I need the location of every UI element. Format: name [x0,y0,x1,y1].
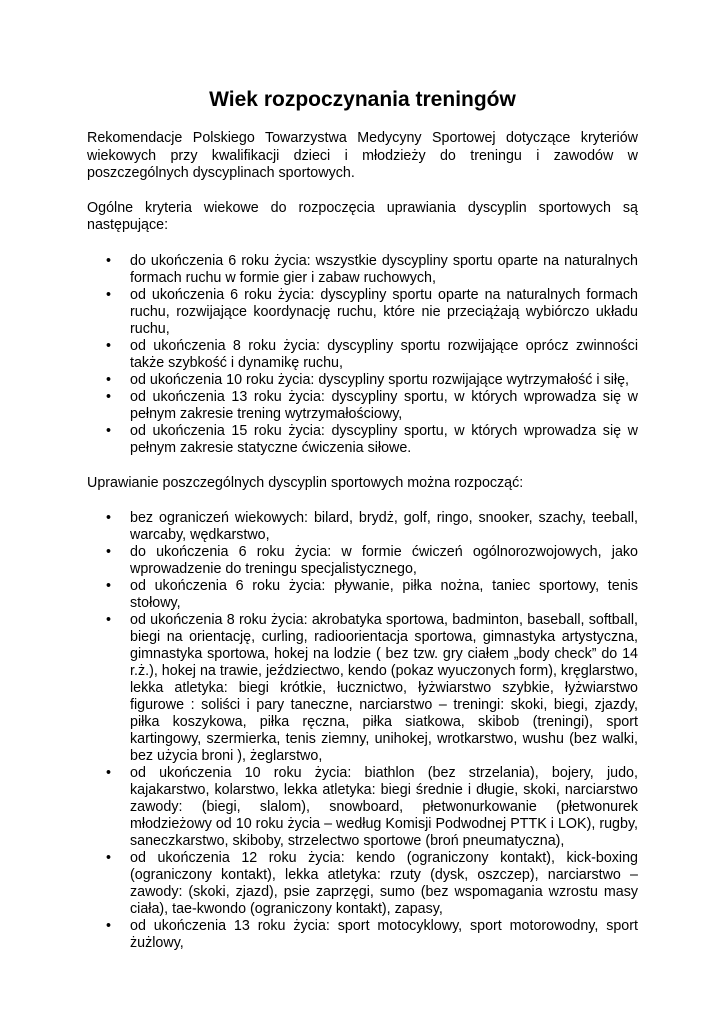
bullet-icon: • [106,765,112,781]
list-item-text: od ukończenia 10 roku życia: dyscypliny sportu rozwijające wytrzymałość i siłę, [130,371,630,388]
bullet-icon: • [106,337,112,354]
bullet-icon: • [106,371,112,388]
bullet-icon: • [106,510,112,526]
list-item-text: od ukończenia 13 roku życia: dyscypliny sportu, w których wprowadza się w pełnym zakresie trening wytrzymałościowy, [130,388,638,422]
bullet-icon: • [106,850,112,866]
bullet-icon: • [106,252,112,269]
list-item [87,578,638,612]
disciplines-intro: Uprawianie poszczególnych dyscyplin sportowych można rozpocząć: [87,474,524,491]
intro-paragraph: Rekomendacje Polskiego Towarzystwa Medycyny Sportowej dotyczące kryteriów wiekowych przy kwalifikacji dzieci i młodzieży do treningu i zawodów w poszczególnych dyscyplinach sportowych. [87,130,638,181]
disciplines-list [87,510,638,952]
general-criteria-list [87,253,638,457]
bullet-icon: • [106,388,112,405]
list-item [87,423,638,457]
list-item-text: do ukończenia 6 roku życia: wszystkie dyscypliny sportu oparte na naturalnych formach ruchu w formie gier i zabaw ruchowych, [130,252,638,286]
list-item-text: do ukończenia 6 roku życia: w formie ćwiczeń ogólnorozwojowych, jako wprowadzenie do treningu specjalistycznego, [130,544,638,577]
list-item-text: od ukończenia 6 roku życia: pływanie, piłka nożna, taniec sportowy, tenis stołowy, [130,578,638,611]
list-item [87,253,638,287]
bullet-icon: • [106,578,112,594]
list-item [87,612,638,765]
bullet-icon: • [106,286,112,303]
document-page [87,86,638,952]
list-item-text: od ukończenia 6 roku życia: dyscypliny sportu oparte na naturalnych formach ruchu, rozwijające koordynację ruchu, które nie przeciążają wybiórczo układu ruchu, [130,286,638,337]
list-item [87,918,638,952]
list-item [87,544,638,578]
page-title: Wiek rozpoczynania treningów [209,88,516,111]
list-item-text: od ukończenia 8 roku życia: dyscypliny sportu rozwijające oprócz zwinności także szybkość i dynamikę ruchu, [130,337,638,371]
list-item [87,372,638,389]
bullet-icon: • [106,918,112,934]
list-item-text: od ukończenia 15 roku życia: dyscypliny sportu, w których wprowadza się w pełnym zakresie statyczne ćwiczenia siłowe. [130,422,638,456]
list-item [87,510,638,544]
list-item-text: od ukończenia 12 roku życia: kendo (ograniczony kontakt), kick-boxing (ograniczony kontakt), lekka atletyka: rzuty (dysk, oszczep), narciarstwo – zawody: (skoki, zjazd), psie zaprzęgi, sumo (bez wspomagania wzrostu masy ciała), tae-kwondo (ograniczony kontakt), zapasy, [130,850,638,917]
list-item-text: od ukończenia 10 roku życia: biathlon (bez strzelania), bojery, judo, kajakarstwo, kolarstwo, lekka atletyka: biegi średnie i długie, skoki, narciarstwo zawody: (biegi, slalom), snowboard, płetwonurkowanie (płetwonurek młodzieżowy od 10 roku życia – według Komisji Podwodnej PTTK i LOK), rugby, saneczkarstwo, skiboby, strzelectwo sportowe (broń pneumatyczna), [130,765,638,849]
list-item-text: od ukończenia 13 roku życia: sport motocyklowy, sport motorowodny, sport żużlowy, [130,918,638,951]
list-item [87,287,638,338]
list-item [87,850,638,918]
bullet-icon: • [106,422,112,439]
list-item [87,765,638,850]
list-item [87,338,638,372]
list-item-text: bez ograniczeń wiekowych: bilard, brydż, golf, ringo, snooker, szachy, teeball, warcaby, wędkarstwo, [130,510,638,543]
general-criteria-intro: Ogólne kryteria wiekowe do rozpoczęcia uprawiania dyscyplin sportowych są następujące: [87,199,638,233]
bullet-icon: • [106,544,112,560]
bullet-icon: • [106,612,112,628]
list-item [87,389,638,423]
list-item-text: od ukończenia 8 roku życia: akrobatyka sportowa, badminton, baseball, softball, biegi na orientację, curling, radioorientacja sportowa, gimnastyka artystyczna, gimnastyka sportowa, hokej na lodzie ( bez tzw. gry ciałem „body check” do 14 r.ż.), hokej na trawie, jeździectwo, kendo (pokaz wyuczonych form), kręglarstwo, lekka atletyka: biegi krótkie, łucznictwo, łyżwiarstwo szybkie, łyżwiarstwo figurowe : soliści i pary taneczne, narciarstwo – treningi: skoki, biegi, zjazdy, piłka koszykowa, piłka ręczna, piłka siatkowa, skibob (treningi), sport kartingowy, szermierka, tenis ziemny, unihokej, wrotkarstwo, wushu (bez walki, bez użycia broni ), żeglarstwo, [130,612,638,764]
